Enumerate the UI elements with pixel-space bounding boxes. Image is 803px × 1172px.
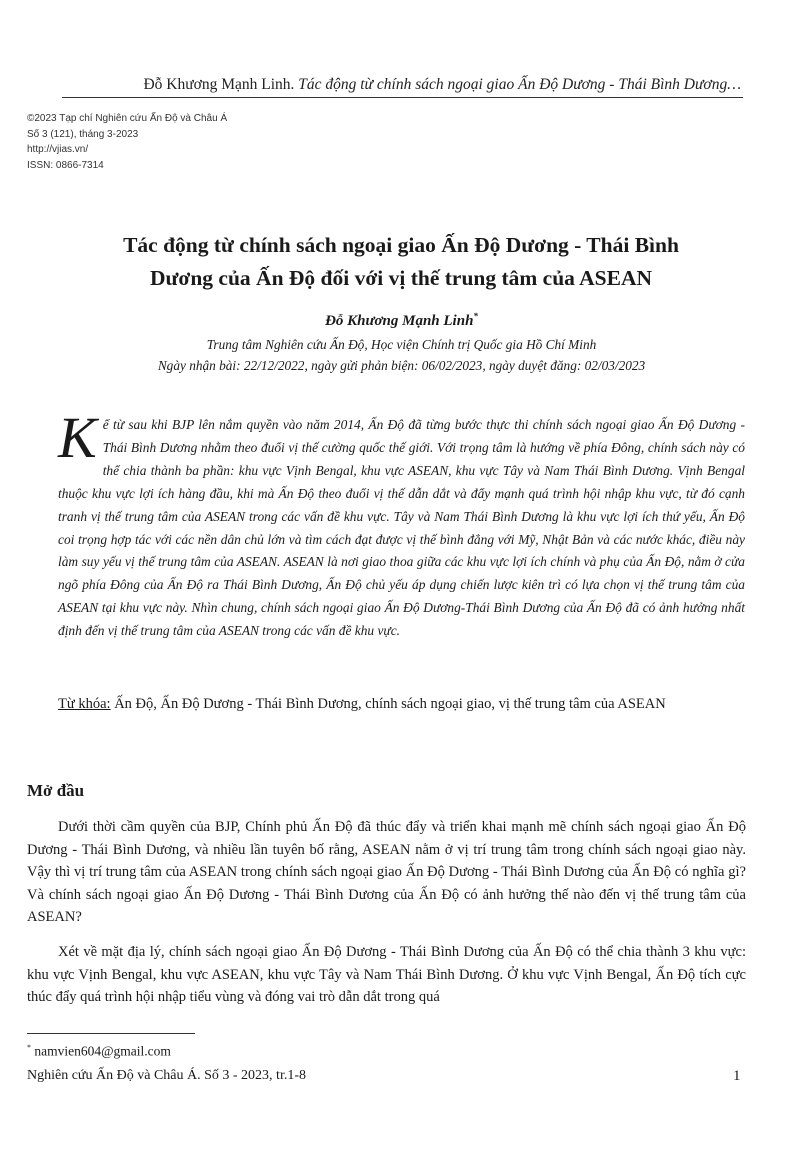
body-paragraph-2: Xét về mặt địa lý, chính sách ngoại giao Ấn Độ Dương - Thái Bình Dương của Ấn Độ có thể chia thành 3 khu vực: khu vực Vịnh Bengal, khu vực ASEAN, khu vực Tây và Nam Thái Bình Dương. Ở khu vực Vịnh Bengal, Ấn Độ tích cực thúc đẩy quá trình hội nhập tiểu vùng và đóng vai trò dẫn dắt trong quá [27,943,746,1006]
issn-line: ISSN: 0866-7314 [27,159,104,171]
footnote [27,1043,171,1060]
copyright-line: ©2023 Tạp chí Nghiên cứu Ấn Độ và Châu Á [27,113,228,124]
abstract [58,405,745,643]
article-title-line-1: Tác động từ chính sách ngoại giao Ấn Độ Dương - Thái Bình [123,233,679,257]
body-paragraph-1: Dưới thời cầm quyền của BJP, Chính phủ Ấn Độ đã thúc đẩy và triển khai mạnh mẽ chính sách ngoại giao Ấn Độ Dương - Thái Bình Dương, và nhiều lần tuyên bố rằng, ASEAN nằm ở vị trí trung tâm trong chính sách ngoại giao này. Vậy thì vị trí trung tâm của ASEAN trong chính sách ngoại giao Ấn Độ Dương - Thái Bình Dương của Ấn Độ có nghĩa gì? Và chính sách ngoại giao Ấn Độ Dương - Thái Bình Dương của Ấn Độ có ảnh hưởng thế nào đến vị thế trung tâm của ASEAN? [27,819,746,926]
header-rule [62,97,743,98]
abstract-text: ể từ sau khi BJP lên nắm quyền vào năm 2014, Ấn Độ đã từng bước thực thi chính sách ngoại giao Ấn Độ Dương - Thái Bình Dương nhằm theo đuổi vị thế cường quốc thế giới. Với trọng tâm là hướng về phía Đông, chính sách này có thể chia thành ba phần: khu vực Vịnh Bengal, khu vực ASEAN, khu vực Tây và Nam Thái Bình Dương. Vịnh Bengal thuộc khu vực lợi ích hàng đầu, khi mà Ấn Độ theo đuổi vị thế dẫn dắt và đẩy mạnh quá trình hội nhập khu vực, từ đó cạnh tranh vị thế trung tâm của ASEAN trong các vấn đề khu vực. Tây và Nam Thái Bình Dương là khu vực lợi ích thứ yếu, Ấn Độ coi trọng hợp tác với các nền dân chủ lớn và tìm cách đạt được vị thế bình đẳng với Mỹ, Nhật Bản và các nước khác, điều này làm suy yếu vị thế trung tâm của ASEAN. ASEAN là nơi giao thoa giữa các khu vực lợi ích chính và phụ của Ấn Độ, nằm ở cửa ngõ phía Đông của Ấn Độ ra Thái Bình Dương, Ấn Độ chủ yếu áp dụng chiến lược kiên trì có lựa chọn vị thế trung tâm của ASEAN tại khu vực này. Nhìn chung, chính sách ngoại giao Ấn Độ Dương-Thái Bình Dương của Ấn Độ đã có ảnh hưởng nhất định đến vị thế trung tâm của ASEAN trong các vấn đề khu vực. [58,417,745,639]
keywords [58,693,745,715]
issue-line: Số 3 (121), tháng 3-2023 [27,128,139,140]
abstract-dropcap: K [58,405,97,470]
running-head [0,76,741,94]
footnote-email[interactable]: namvien604@gmail.com [34,1043,171,1059]
affiliation-block [0,334,803,376]
journal-url[interactable]: http://vjias.vn/ [27,144,89,155]
journal-meta [27,111,227,173]
keywords-label: Từ khóa: [58,696,111,712]
running-head-author: Đỗ Khương Mạnh Linh. [143,76,295,93]
author-name: Đỗ Khương Mạnh Linh [325,313,474,329]
author-footnote-mark: * [473,311,478,321]
article-title-line-2: Dương của Ấn Độ đối với vị thế trung tâm của ASEAN [150,266,652,290]
keywords-text: Ấn Độ, Ấn Độ Dương - Thái Bình Dương, chính sách ngoại giao, vị thế trung tâm của ASEAN [114,696,666,712]
footnote-mark: * [27,1043,31,1052]
article-dates: Ngày nhận bài: 22/12/2022, ngày gửi phản biện: 06/02/2023, ngày duyệt đăng: 02/03/2023 [157,358,646,373]
running-head-title: Tác động từ chính sách ngoại giao Ấn Độ Dương - Thái Bình Dương… [298,76,741,93]
page-footer: Nghiên cứu Ấn Độ và Châu Á. Số 3 - 2023, tr.1-8 [27,1068,307,1083]
body-text [27,816,746,1021]
footnote-rule [27,1033,195,1034]
section-heading: Mở đầu [27,781,85,800]
affiliation: Trung tâm Nghiên cứu Ấn Độ, Học viện Chính trị Quốc gia Hồ Chí Minh [206,337,597,352]
page-number: 1 [733,1068,741,1084]
author-line [0,311,803,330]
article-title [40,229,762,295]
